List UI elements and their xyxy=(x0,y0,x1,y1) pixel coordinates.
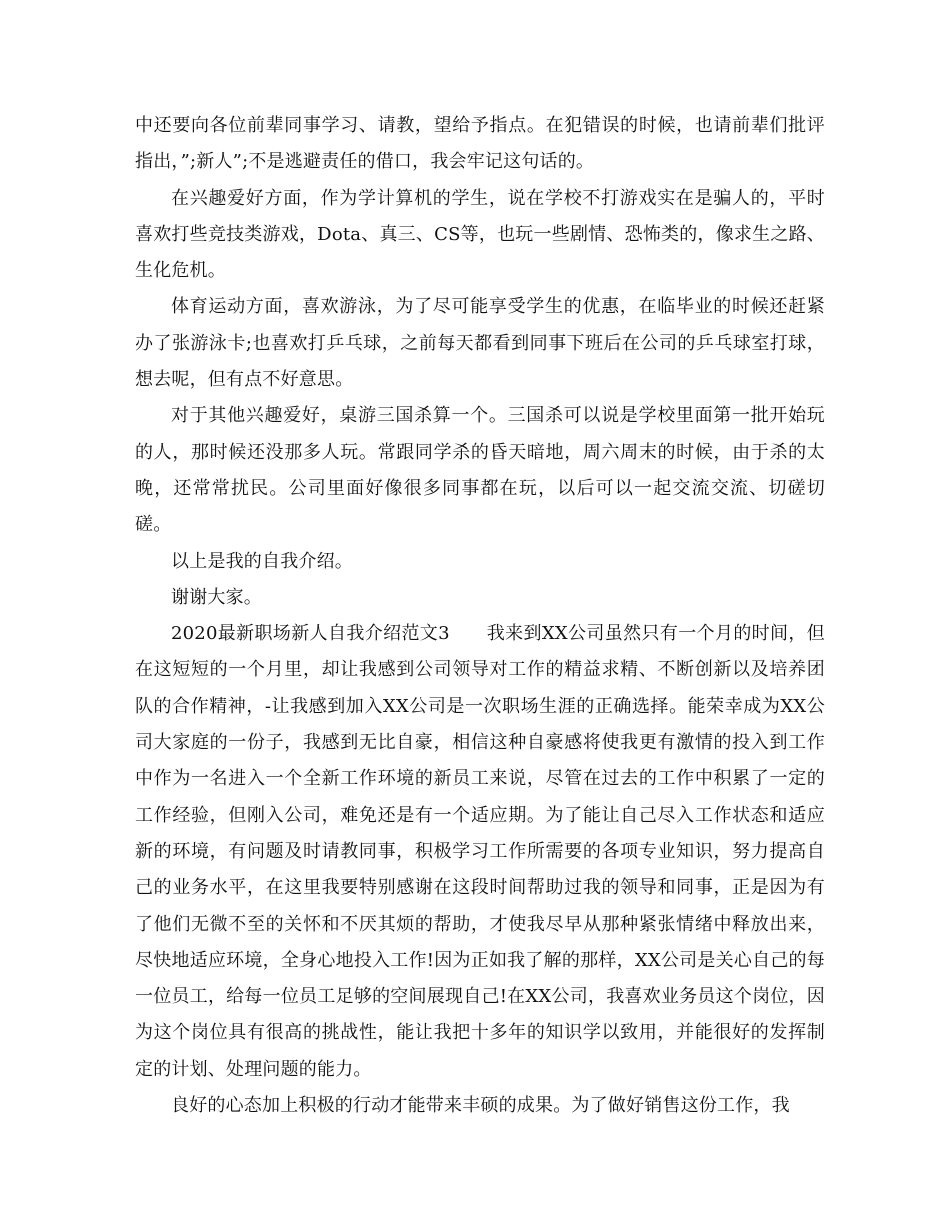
paragraph-hobbies-games: 在兴趣爱好方面，作为学计算机的学生，说在学校不打游戏实在是骗人的，平时喜欢打些竞技类游戏，Dota、真三、CS等，也玩一些剧情、恐怖类的，像求生之路、生化危机。 xyxy=(135,187,825,282)
paragraph-closing-intro: 以上是我的自我介绍。 xyxy=(171,550,353,572)
paragraph-board-games: 对于其他兴趣爱好，桌游三国杀算一个。三国杀可以说是学校里面第一批开始玩的人，那时候还没那多人玩。常跟同学杀的昏天暗地，周六周末的时候，由于杀的太晚，还常常扰民。公司里面好像很多同事都在玩，以后可以一起交流交流、切磋切磋。 xyxy=(135,405,825,536)
paragraph-continuation: 中还要向各位前辈同事学习、请教，望给予指点。在犯错误的时候，也请前辈们批评指出，”;新人”;不是逃避责任的借口，我会牢记这句话的。 xyxy=(135,115,825,173)
paragraph-thanks: 谢谢大家。 xyxy=(171,586,262,608)
paragraph-sports: 体育运动方面，喜欢游泳，为了尽可能享受学生的优惠，在临毕业的时候还赶紧办了张游泳卡;也喜欢打乒乓球，之前每天都看到同事下班后在公司的乒乓球室打球，想去呢，但有点不好意思。 xyxy=(135,296,825,391)
document-body xyxy=(135,108,825,1124)
paragraph-sample-3: 2020最新职场新人自我介绍范文3 我来到XX公司虽然只有一个月的时间，但在这短短的一个月里，却让我感到公司领导对工作的精益求精、不断创新以及培养团队的合作精神，-让我感到加入XX公司是一次职场生涯的正确选择。能荣幸成为XX公司大家庭的一份子，我感到无比自豪，相信这种自豪感将使我更有激情的投入到工作中作为一名进入一个全新工作环境的新员工来说，尽管在过去的工作中积累了一定的工作经验，但刚入公司，难免还是有一个适应期。为了能让自己尽入工作状态和适应新的环境，有问题及时请教同事，积极学习工作所需要的各项专业知识，努力提高自己的业务水平，在这里我要特别感谢在这段时间帮助过我的领导和同事，正是因为有了他们无微不至的关怀和不厌其烦的帮助，才使我尽早从那种紧张情绪中释放出来，尽快地适应环境，全身心地投入工作!因为正如我了解的那样，XX公司是关心自己的每一位员工，给每一位员工足够的空间展现自己!在XX公司，我喜欢业务员这个岗位，因为这个岗位具有很高的挑战性，能让我把十多年的知识学以致用，并能很好的发挥制定的计划、处理问题的能力。 xyxy=(135,623,825,1080)
paragraph-attitude: 良好的心态加上积极的行动才能带来丰硕的成果。为了做好销售这份工作，我 xyxy=(171,1095,790,1117)
